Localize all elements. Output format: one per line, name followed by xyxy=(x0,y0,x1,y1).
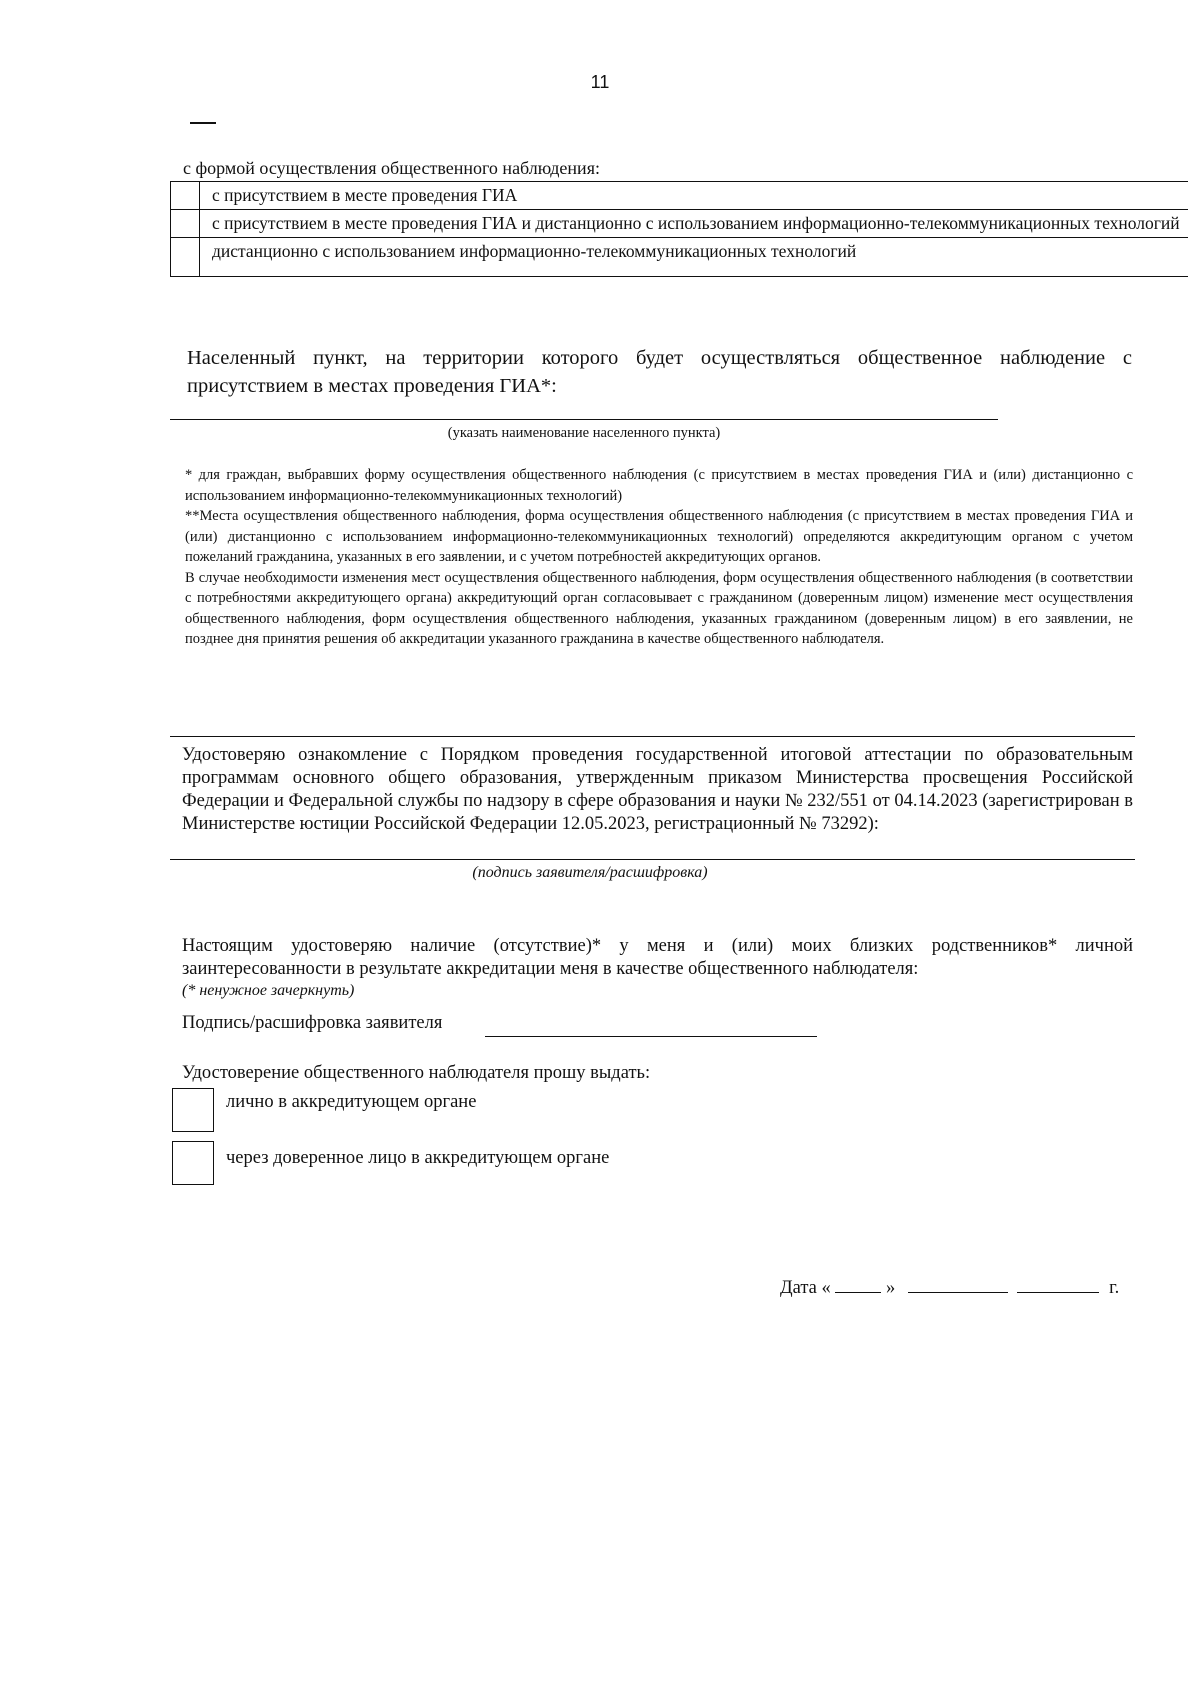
observation-form-label: с формой осуществления общественного наблюдения: xyxy=(183,158,600,178)
observation-option-label: дистанционно с использованием информационно-телекоммуникационных технологий xyxy=(200,238,1189,277)
observation-option-checkbox[interactable] xyxy=(171,210,200,238)
observation-option-row xyxy=(171,182,1189,210)
observation-option-row xyxy=(171,238,1189,277)
signature-label: Подпись/расшифровка заявителя xyxy=(182,1013,443,1033)
date-suffix: г. xyxy=(1109,1278,1120,1298)
observation-form-options xyxy=(170,181,1188,277)
observation-option-label: с присутствием в месте проведения ГИА и дистанционно с использованием информационно-телекоммуникационных технологий xyxy=(200,210,1189,238)
observation-option-label: с присутствием в месте проведения ГИА xyxy=(200,182,1189,210)
date-mid: » xyxy=(886,1278,896,1298)
date-month-blank[interactable] xyxy=(908,1274,1008,1293)
section-divider xyxy=(170,736,1135,737)
signature-blank-line[interactable] xyxy=(485,1036,817,1037)
date-prefix: Дата « xyxy=(780,1278,831,1298)
signature-hint: (подпись заявителя/расшифровка) xyxy=(472,864,708,881)
footnote-2: **Места осуществления общественного наблюдения, форма осуществления общественного наблюдения (с присутствием в местах проведения ГИА и (или) дистанционно с использованием информационно-телекоммуникационных технологий) определяются аккредитующим органом с учетом пожеланий гражданина, указанных в его заявлении, и с учетом потребностей аккредитующих органов. xyxy=(185,508,1133,565)
issue-personally-label: лично в аккредитующем органе xyxy=(226,1092,477,1112)
strike-hint: (* ненужное зачеркнуть) xyxy=(182,982,355,999)
page-number: 11 xyxy=(590,72,610,92)
interest-text: Настоящим удостоверяю наличие (отсутствие)* у меня и (или) моих близких родственников* личной заинтересованности в результате аккредитации меня в качестве общественного наблюдателя: xyxy=(182,936,1133,979)
locality-hint: (указать наименование населенного пункта) xyxy=(447,425,721,441)
issue-via-proxy-label: через доверенное лицо в аккредитующем органе xyxy=(226,1148,610,1168)
issue-label: Удостоверение общественного наблюдателя прошу выдать: xyxy=(182,1063,651,1083)
observation-option-checkbox[interactable] xyxy=(171,182,200,210)
date-year-blank[interactable] xyxy=(1017,1274,1099,1293)
certification-signature-line[interactable] xyxy=(170,859,1135,860)
header-dash xyxy=(190,122,216,124)
observation-option-checkbox[interactable] xyxy=(171,238,200,277)
footnote-1: * для граждан, выбравших форму осуществления общественного наблюдения (с присутствием в местах проведения ГИА и (или) дистанционно с использованием информационно-телекоммуникационных технологий) xyxy=(185,467,1133,504)
date-field xyxy=(780,1274,1119,1299)
observation-option-row xyxy=(171,210,1189,238)
footnote-3: В случае необходимости изменения мест осуществления общественного наблюдения, форм осуществления общественного наблюдения (в соответствии с потребностями аккредитующего органа) аккредитующий орган согласовывает с гражданином (доверенным лицом) изменение мест осуществления общественного наблюдения, форм осуществления общественного наблюдения, указанных гражданином (доверенным лицом) в его заявлении, не позднее дня принятия решения об аккредитации указанного гражданина в качестве общественного наблюдателя. xyxy=(185,569,1133,647)
certification-text: Удостоверяю ознакомление с Порядком проведения государственной итоговой аттестации по образовательным программам основного общего образования, утвержденным приказом Министерства просвещения Российской Федерации и Федеральной службы по надзору в сфере образования и науки № 232/551 от 04.14.2023 (зарегистрирован в Министерстве юстиции Российской Федерации 12.05.2023, регистрационный № 73292): xyxy=(182,745,1133,834)
issue-via-proxy-checkbox[interactable] xyxy=(172,1141,214,1185)
date-day-blank[interactable] xyxy=(835,1274,881,1293)
issue-personally-checkbox[interactable] xyxy=(172,1088,214,1132)
locality-input-line[interactable] xyxy=(170,419,998,420)
footnotes xyxy=(185,465,1133,650)
locality-heading: Населенный пункт, на территории которого будет осуществляться общественное наблюдение с присутствием в местах проведения ГИА*: xyxy=(187,347,1132,397)
